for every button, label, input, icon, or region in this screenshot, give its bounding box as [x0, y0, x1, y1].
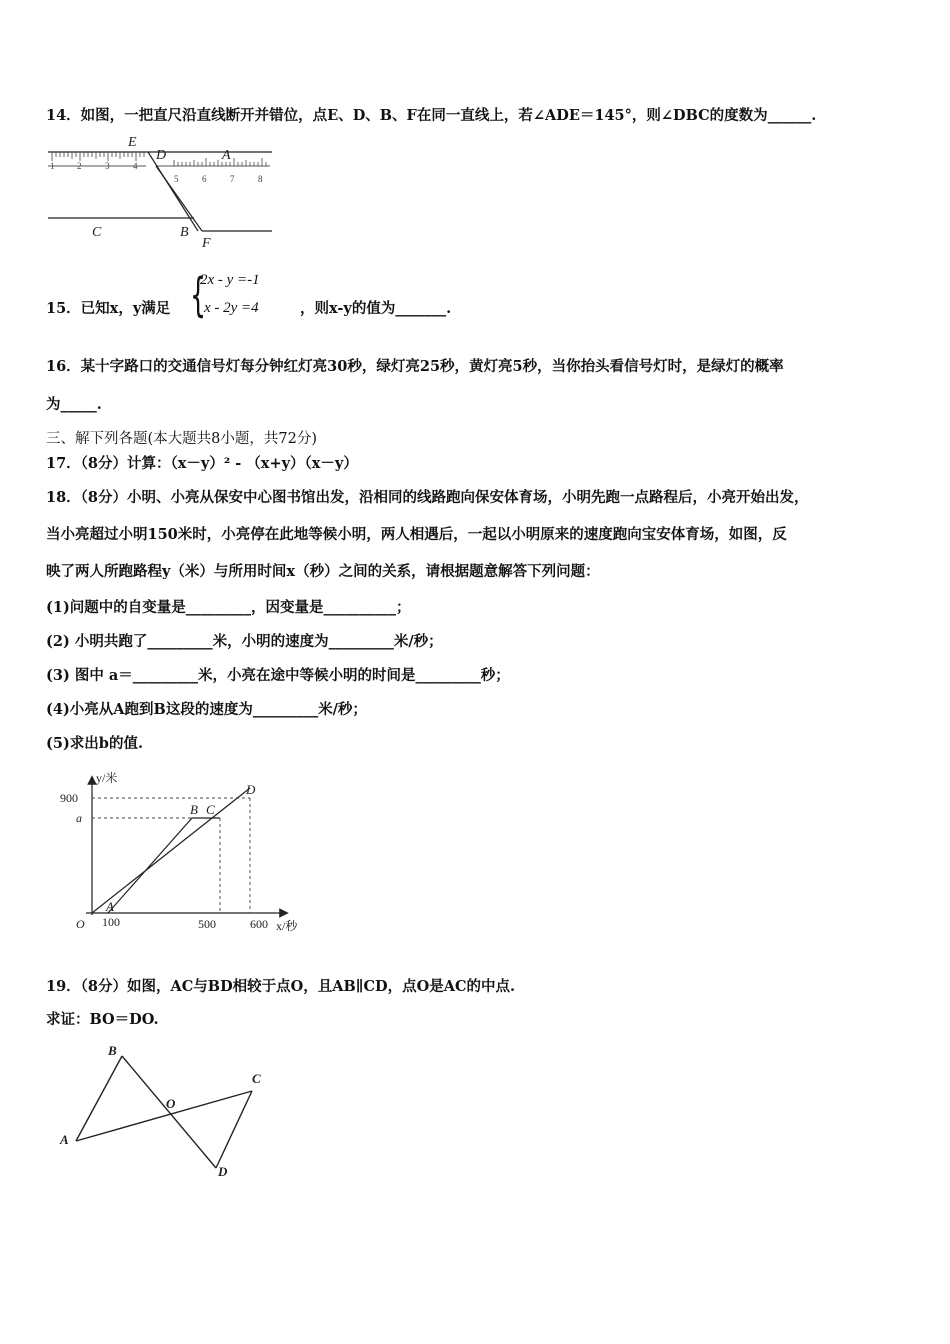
label-C: C [92, 225, 102, 240]
q19-label-O: O [166, 1096, 176, 1111]
ruler-num-8: 8 [258, 174, 263, 184]
ruler-num-2: 2 [77, 161, 82, 171]
point-C: C [206, 802, 215, 817]
label-F: F [202, 236, 211, 251]
point-D: D [246, 782, 256, 797]
q19-label-B: B [108, 1043, 117, 1058]
brace: { [190, 268, 207, 322]
origin-label: O [76, 917, 85, 931]
label-B: B [180, 225, 189, 240]
series-xiaoming [92, 788, 250, 913]
q14-blank[interactable]: ______ [767, 107, 812, 124]
ruler-num-3: 3 [105, 161, 110, 171]
q18-line1: 18．（8分）小明、小亮从保安中心图书馆出发，沿相同的线路跑向保安体育场，小明先跑一点路程后，小亮开始出发， [46, 489, 809, 506]
y-tick-900: 900 [60, 791, 78, 805]
q19-label-C: C [252, 1071, 261, 1086]
q15-text: 15．已知x，y满足 [46, 300, 171, 317]
y-tick-a: a [76, 811, 82, 825]
equation-system [190, 270, 300, 324]
q18-sub3[interactable]: (3) 图中 a＝_________米，小亮在途中等候小明的时间是_________秒； [46, 667, 510, 684]
section-3-title: 三、解下列各题(本大题共8小题，共72分) [46, 431, 317, 447]
point-A: A [106, 899, 114, 914]
q19-label-A: A [60, 1132, 69, 1147]
ruler-num-7: 7 [230, 174, 235, 184]
x-axis-label: x/秒 [276, 919, 298, 933]
q18-sub2[interactable]: (2) 小明共跑了_________米，小明的速度为_________米/秒； [46, 633, 443, 650]
q17-text: 17．（8分）计算：（x－y）² - （x+y）（x－y） [46, 455, 358, 472]
distance-time-graph [56, 770, 326, 940]
equation-2: x - 2y =4 [204, 300, 259, 316]
series-xiaoliang [108, 818, 220, 913]
q19-line2: 求证：BO＝DO. [46, 1011, 159, 1028]
ruler-num-4: 4 [133, 161, 138, 171]
q18-line2: 当小亮超过小明150米时，小亮停在此地等候小明，两人相遇后，一起以小明原来的速度跑向宝安体育场，如图，反 [46, 526, 787, 543]
q14-stem: 14．如图，一把直尺沿直线断开并错位，点E、D、B、F在同一直线上，若∠ADE＝145°，则∠DBC的度数为 [46, 107, 768, 124]
label-D: D [156, 148, 167, 163]
q16-line1: 16．某十字路口的交通信号灯每分钟红灯亮30秒，绿灯亮25秒，黄灯亮5秒，当你抬头看信号灯时，是绿灯的概率 [46, 358, 784, 375]
q18-sub1[interactable]: (1)问题中的自变量是_________，因变量是__________； [46, 599, 411, 616]
q19-line1: 19．（8分）如图，AC与BD相较于点O，且AB∥CD，点O是AC的中点. [46, 978, 516, 995]
q16-line2: 为_____. [46, 396, 102, 413]
ruler-num-6: 6 [202, 174, 207, 184]
q16-blank[interactable]: _____ [60, 396, 97, 413]
label-A: A [222, 148, 231, 163]
equation-1: 2x - y =-1 [200, 272, 260, 288]
x-tick-100: 100 [102, 915, 120, 929]
q15-tail: ，则x-y的值为_______. [300, 300, 452, 317]
q14-text: 14．如图，一把直尺沿直线断开并错位，点E、D、B、F在同一直线上，若∠ADE＝145°，则∠DBC的度数为______. [46, 107, 817, 124]
q15-blank[interactable]: _______ [395, 300, 447, 317]
ruler-figure [44, 132, 284, 252]
q19-figure [56, 1040, 286, 1180]
q18-line3: 映了两人所跑路程y（米）与所用时间x（秒）之间的关系，请根据题意解答下列问题： [46, 563, 600, 580]
ruler-num-1: 1 [50, 161, 55, 171]
q18-sub4[interactable]: (4)小亮从A跑到B这段的速度为_________米/秒； [46, 701, 367, 718]
y-axis-label: y/米 [96, 771, 118, 785]
ruler-num-5: 5 [174, 174, 179, 184]
q18-sub5: (5)求出b的值. [46, 735, 143, 752]
x-tick-500: 500 [198, 917, 216, 931]
point-B: B [190, 802, 198, 817]
label-E: E [128, 135, 137, 150]
x-tick-600: 600 [250, 917, 268, 931]
q19-label-D: D [218, 1164, 228, 1179]
